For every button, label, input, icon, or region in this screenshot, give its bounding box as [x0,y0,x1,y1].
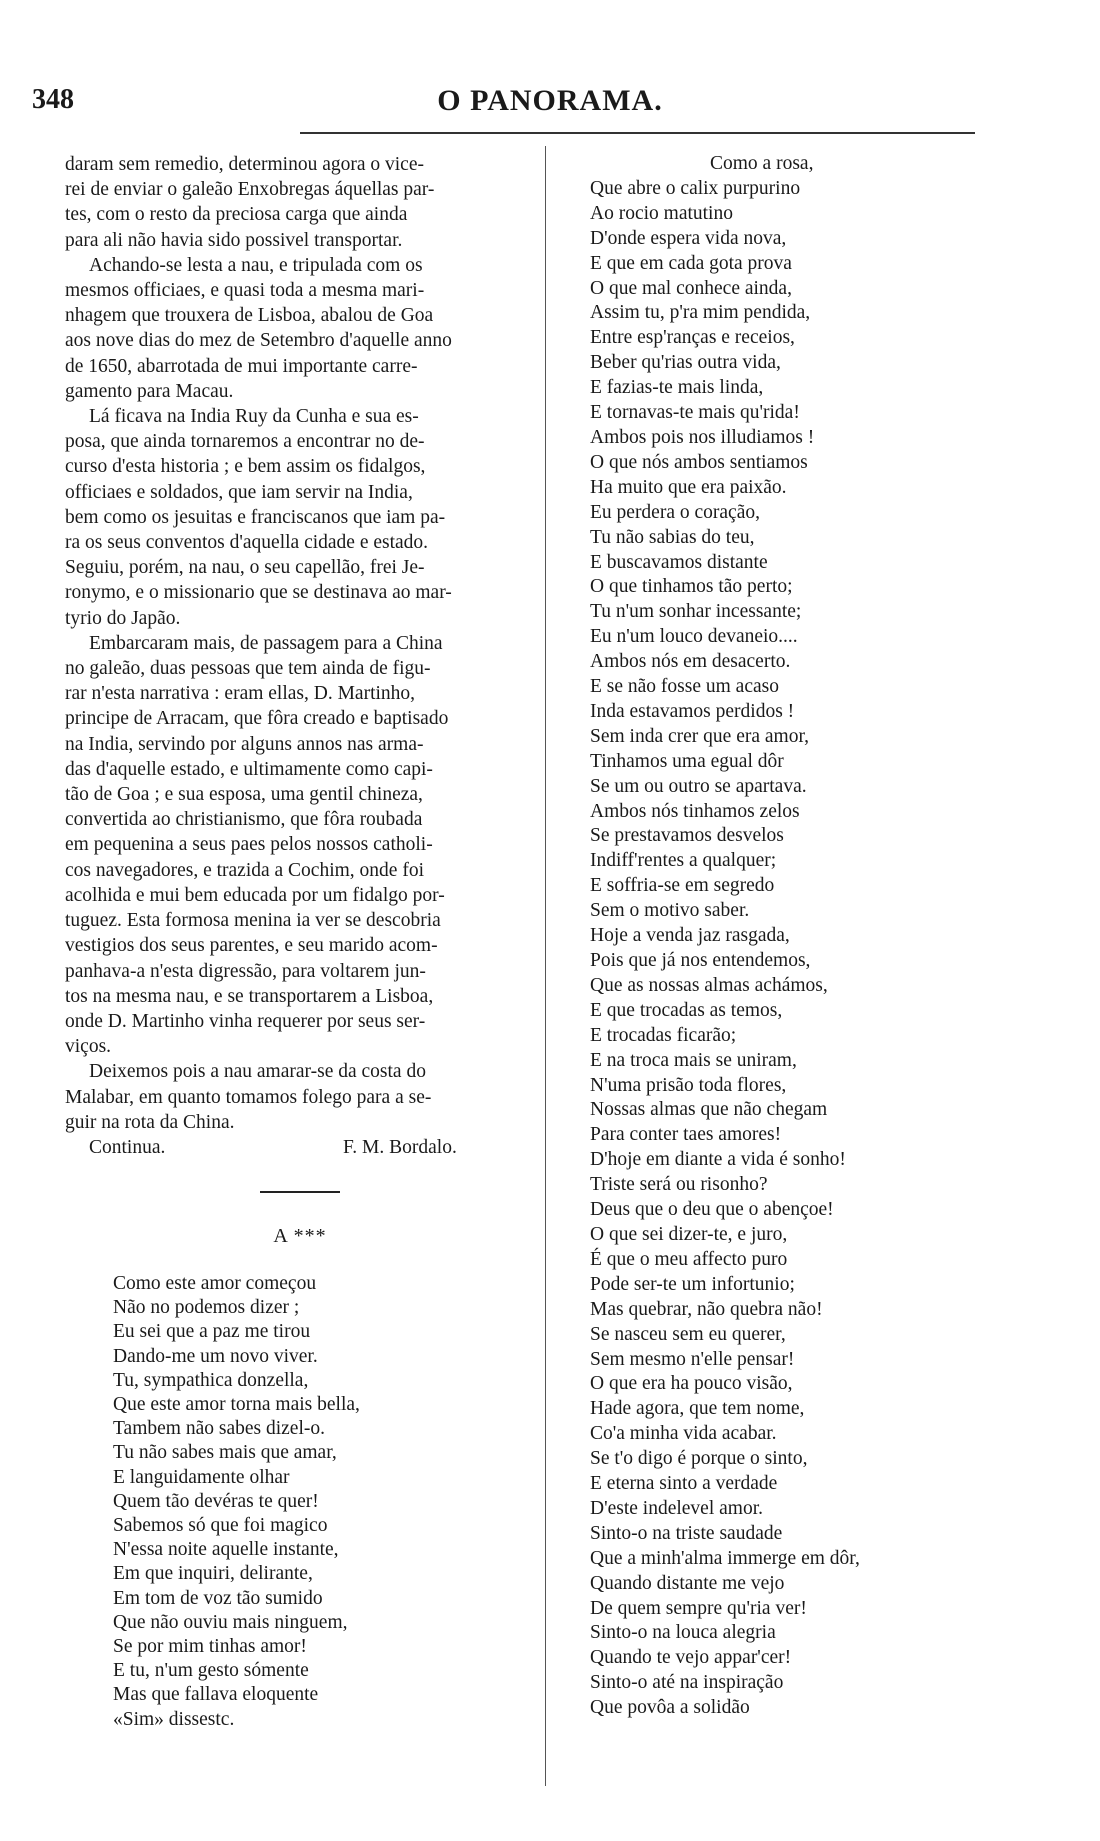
poem-right-stanza [590,152,1060,1721]
poem-line: Eu sei que a paz me tirou [113,1321,311,1343]
poem-line: O que mal conhece ainda, [590,277,792,299]
poem-line: E que em cada gota prova [590,252,792,274]
poem-line: Inda estavamos perdidos ! [590,700,795,722]
poem-line: Para conter taes amores! [590,1124,782,1146]
poem-line: Sabemos só que foi magico [113,1514,328,1536]
poem-line: Tambem não sabes dizel-o. [113,1418,325,1440]
poem-line: Deus que o deu que o abençoe! [590,1199,834,1221]
article-paragraph: Embarcaram mais, de passagem para a China no galeão, duas pessoas que tem ainda de figu- rar n'esta narrativa : eram ellas, D. Martinho, principe de Arracam, que fôra creado e baptisado na India, servindo por alguns annos nas arma- das d'aquelle estado, e ultimamente como capi- tão de Goa ; e sua esposa, uma gentil chineza, convertida ao christianismo, que fôra roubada em pequenina a seus paes pelos nossos catholi- cos navegadores, e trazida a Cochim, onde foi acolhida e mui bem educada por um fidalgo por- tuguez. Esta formosa menina ia ver se descobria vestigios dos seus parentes, e seu marido acom- panhava-a n'esta digressão, para voltarem jun- tos na mesma nau, e se transportarem a Lisboa, onde D. Martinho vinha requerer por seus ser- viços. [65,632,449,1058]
header-rule [300,132,975,134]
poem-line: Sinto-o na triste saudade [590,1522,783,1544]
poem-line: E que trocadas as temos, [590,999,783,1021]
poem-line: Que abre o calix purpurino [590,177,801,199]
poem-line: Mas quebrar, não quebra não! [590,1298,823,1320]
poem-line: Ao rocio matutino [590,202,733,224]
poem-line: E eterna sinto a verdade [590,1473,778,1495]
poem-line: Sem mesmo n'elle pensar! [590,1348,795,1370]
poem-line: E tu, n'um gesto sómente [113,1660,309,1682]
poem-line: Que não ouviu mais ninguem, [113,1611,348,1633]
poem-line: Tu não sabes mais que amar, [113,1442,337,1464]
poem-line: Pois que já nos entendemos, [590,950,811,971]
poem-line: Sinto-o na louca alegria [590,1622,776,1644]
poem-line: Ambos nós em desacerto. [590,651,791,673]
article-signature [65,1135,535,1161]
article-paragraph: Achando-se lesta a nau, e tripulada com os mesmos officiaes, e quasi toda a mesma mari- nhagem que trouxera de Lisboa, abalou de Goa aos nove dias do mez de Setembro d'aquelle anno de 1650, abarrotada de mui importante carre- gamento para Macau. [65,254,452,402]
poem-line: Eu n'um louco devaneio.... [590,626,798,648]
poem-line: E buscavamos distante [590,551,768,573]
poem-line: O que era ha pouco visão, [590,1373,793,1395]
poem-line: O que nós ambos sentiamos [590,451,808,473]
poem-line: Tu, sympathica donzella, [113,1369,309,1391]
poem-line: Beber qu'rias outra vida, [590,352,781,374]
poem-line: Se por mim tinhas amor! [113,1635,307,1657]
poem-line: Que povôa a solidão [590,1697,750,1719]
poem-line: Eu perdera o coração, [590,501,760,523]
poem-line: E languidamente olhar [113,1466,290,1488]
article-paragraph: Deixemos pois a nau amarar-se da costa do Malabar, em quanto tomamos folego para a se- guir na rota da China. [65,1061,432,1133]
left-column [65,152,535,1732]
poem-line: Hoje a venda jaz rasgada, [590,925,790,947]
poem-line: Quem tão devéras te quer! [113,1490,319,1512]
poem-line: E na troca mais se uniram, [590,1049,797,1071]
poem-title: A *** [273,1224,327,1247]
poem-line: Quando distante me vejo [590,1572,785,1594]
poem-line: Ha muito que era paixão. [590,476,787,498]
poem-line: D'este indelevel amor. [590,1497,763,1519]
poem-line: Em tom de voz tão sumido [113,1587,323,1609]
poem-line: Sinto-o até na inspiração [590,1672,784,1694]
poem-line: Quando te vejo appar'cer! [590,1647,792,1669]
article-paragraph: Lá ficava na India Ruy da Cunha e sua es- posa, que ainda tornaremos a encontrar no de- curso d'esta historia ; e bem assim os fidalgos, officiaes e soldados, que iam servir na India, bem como os jesuitas e franciscanos que iam pa- ra os seus conventos d'aquella cidade e estado. Seguiu, porém, na nau, o seu capellão, frei Je- ronymo, e o missionario que se destinava ao mar- tyrio do Japão. [65,406,452,629]
poem-line: Se nasceu sem eu querer, [590,1323,786,1345]
poem-line: «Sim» dissestc. [113,1708,235,1730]
poem-line: E trocadas ficarão; [590,1024,737,1046]
poem-line: Indiff'rentes a qualquer; [590,850,777,872]
poem-line: É que o meu affecto puro [590,1248,788,1270]
poem-line: Dando-me um novo viver. [113,1345,318,1367]
page-number: 348 [32,84,74,115]
poem-line: Ambos pois nos illudiamos ! [590,426,815,448]
poem-line: Não no podemos dizer ; [113,1297,300,1319]
poem-line: Se t'o digo é porque o sinto, [590,1448,808,1470]
poem-line: Se prestavamos desvelos [590,825,784,847]
poem-line: E soffria-se em segredo [590,875,775,897]
poem-line: Tinhamos uma egual dôr [590,750,784,772]
poem-line: D'hoje em diante a vida é sonho! [590,1149,846,1171]
poem-line: Hade agora, que tem nome, [590,1398,805,1420]
poem-line: Entre esp'ranças e receios, [590,327,795,349]
poem-line: Tu não sabias do teu, [590,526,755,548]
publication-title: O PANORAMA. [437,84,663,117]
poem-line: Co'a minha vida acabar. [590,1423,777,1445]
section-separator [260,1191,340,1193]
column-divider [545,146,546,1786]
poem-line: Pode ser-te um infortunio; [590,1273,795,1295]
continua-label: Continua. [89,1136,166,1158]
poem-left-stanza [113,1272,535,1732]
poem-line: Tu n'um sonhar incessante; [590,601,802,623]
poem-line: Nossas almas que não chegam [590,1099,828,1121]
poem-line: Ambos nós tinhamos zelos [590,800,800,822]
poem-line: E tornavas-te mais qu'rida! [590,402,800,424]
article-paragraph: daram sem remedio, determinou agora o vice- rei de enviar o galeão Enxobregas áquellas par- tes, com o resto da preciosa carga que ainda para ali não havia sido possivel transportar. [65,154,435,251]
poem-line: Assim tu, p'ra mim pendida, [590,302,811,324]
poem-line: D'onde espera vida nova, [590,227,787,249]
poem-line: E fazias-te mais linda, [590,377,764,399]
poem-line: Como este amor começou [113,1272,317,1294]
poem-line: Que a minh'alma immerge em dôr, [590,1547,860,1569]
poem-line: Se um ou outro se apartava. [590,775,807,797]
poem-line: O que sei dizer-te, e juro, [590,1223,788,1245]
author-name: F. M. Bordalo. [343,1136,457,1158]
poem-line: N'essa noite aquelle instante, [113,1539,339,1561]
poem-line: Triste será ou risonho? [590,1174,768,1196]
poem-line: Que este amor torna mais bella, [113,1393,360,1415]
poem-line: Sem o motivo saber. [590,900,750,922]
poem-line: De quem sempre qu'ria ver! [590,1597,807,1619]
poem-line: O que tinhamos tão perto; [590,576,793,598]
poem-line: Como a rosa, [710,153,814,174]
right-column [590,152,1060,1721]
poem-line: Sem inda crer que era amor, [590,725,810,747]
poem-line: N'uma prisão toda flores, [590,1074,787,1096]
poem-line: Que as nossas almas achámos, [590,974,828,996]
poem-line: Em que inquiri, delirante, [113,1563,313,1585]
poem-line: E se não fosse um acaso [590,676,779,698]
poem-line: Mas que fallava eloquente [113,1684,319,1706]
